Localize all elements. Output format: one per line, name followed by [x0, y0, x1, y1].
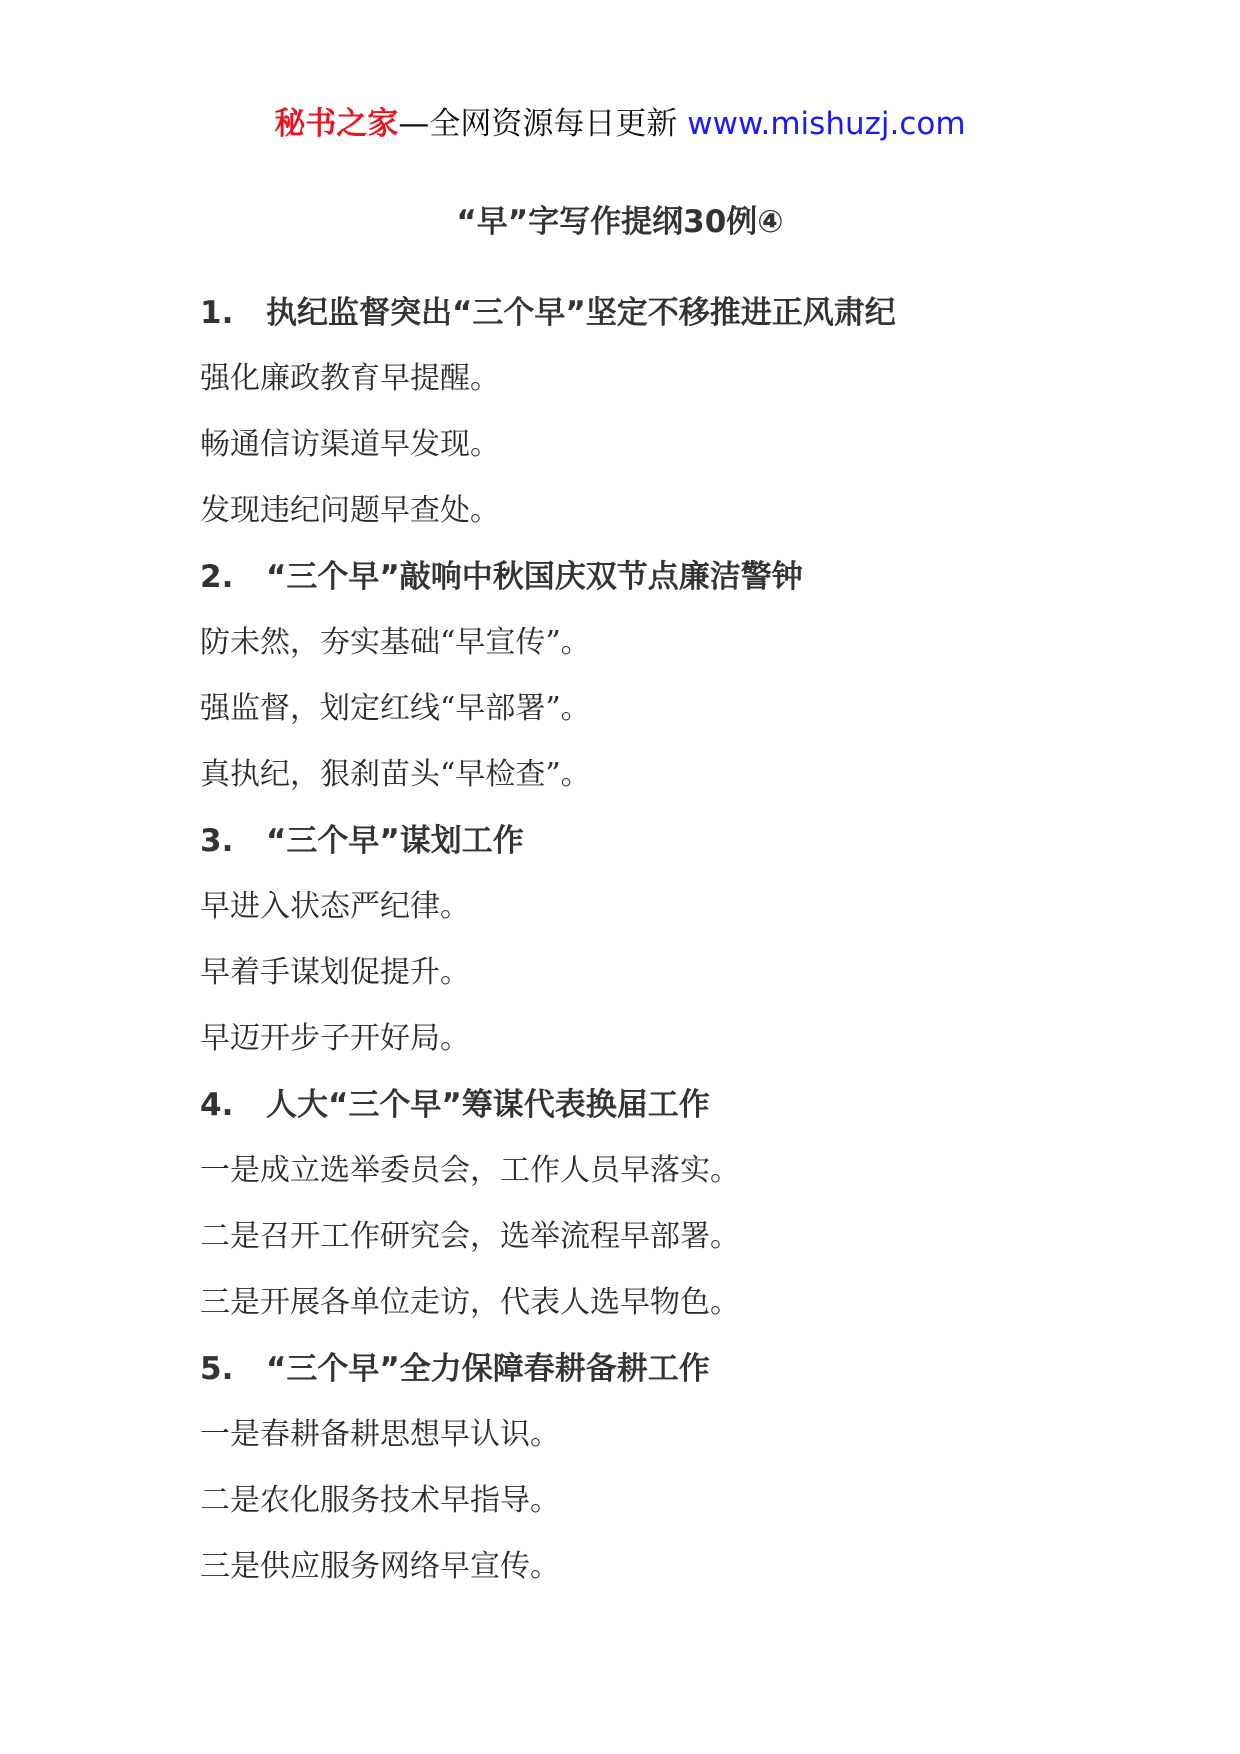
body-line: 发现违纪问题早查处。 [200, 493, 500, 528]
body-line: 真执纪，狠刹苗头“早检查”。 [200, 757, 591, 792]
site-banner [0, 102, 1240, 146]
section-heading-text: 执纪监督突出“三个早”坚定不移推进正风肃纪 [266, 295, 896, 331]
section-heading [200, 544, 1080, 610]
document-body [200, 280, 1080, 1600]
body-line: 三是供应服务网络早宣传。 [200, 1549, 560, 1584]
body-line: 强监督，划定红线“早部署”。 [200, 691, 591, 726]
body-line: 一是春耕备耕思想早认识。 [200, 1417, 560, 1452]
body-line: 早进入状态严纪律。 [200, 889, 470, 924]
section-heading-text: “三个早”谋划工作 [266, 823, 524, 859]
section-heading-text: “三个早”全力保障春耕备耕工作 [266, 1351, 710, 1387]
body-line: 二是召开工作研究会，选举流程早部署。 [200, 1219, 740, 1254]
body-line: 三是开展各单位走访，代表人选早物色。 [200, 1285, 740, 1320]
site-url-link[interactable]: www.mishuzj.com [687, 106, 966, 142]
section-number: 3. [200, 823, 234, 859]
section-number: 5. [200, 1351, 234, 1387]
section-heading-text: 人大“三个早”筹谋代表换届工作 [266, 1087, 710, 1123]
section-heading [200, 1336, 1080, 1402]
document-title: “早”字写作提纲30例④ [456, 204, 784, 240]
section-heading [200, 280, 1080, 346]
body-line: 畅通信访渠道早发现。 [200, 427, 500, 462]
body-line: 一是成立选举委员会，工作人员早落实。 [200, 1153, 740, 1188]
body-line: 二是农化服务技术早指导。 [200, 1483, 560, 1518]
section-heading [200, 1072, 1080, 1138]
brand-name: 秘书之家 [274, 106, 399, 142]
section-heading-text: “三个早”敲响中秋国庆双节点廉洁警钟 [266, 559, 803, 595]
body-line: 早着手谋划促提升。 [200, 955, 470, 990]
section-number: 4. [200, 1087, 234, 1123]
section-number: 1. [200, 295, 234, 331]
section-heading [200, 808, 1080, 874]
body-line: 早迈开步子开好局。 [200, 1021, 470, 1056]
section-number: 2. [200, 559, 234, 595]
body-line: 防未然，夯实基础“早宣传”。 [200, 625, 591, 660]
brand-tagline: —全网资源每日更新 [398, 106, 678, 142]
body-line: 强化廉政教育早提醒。 [200, 361, 500, 396]
